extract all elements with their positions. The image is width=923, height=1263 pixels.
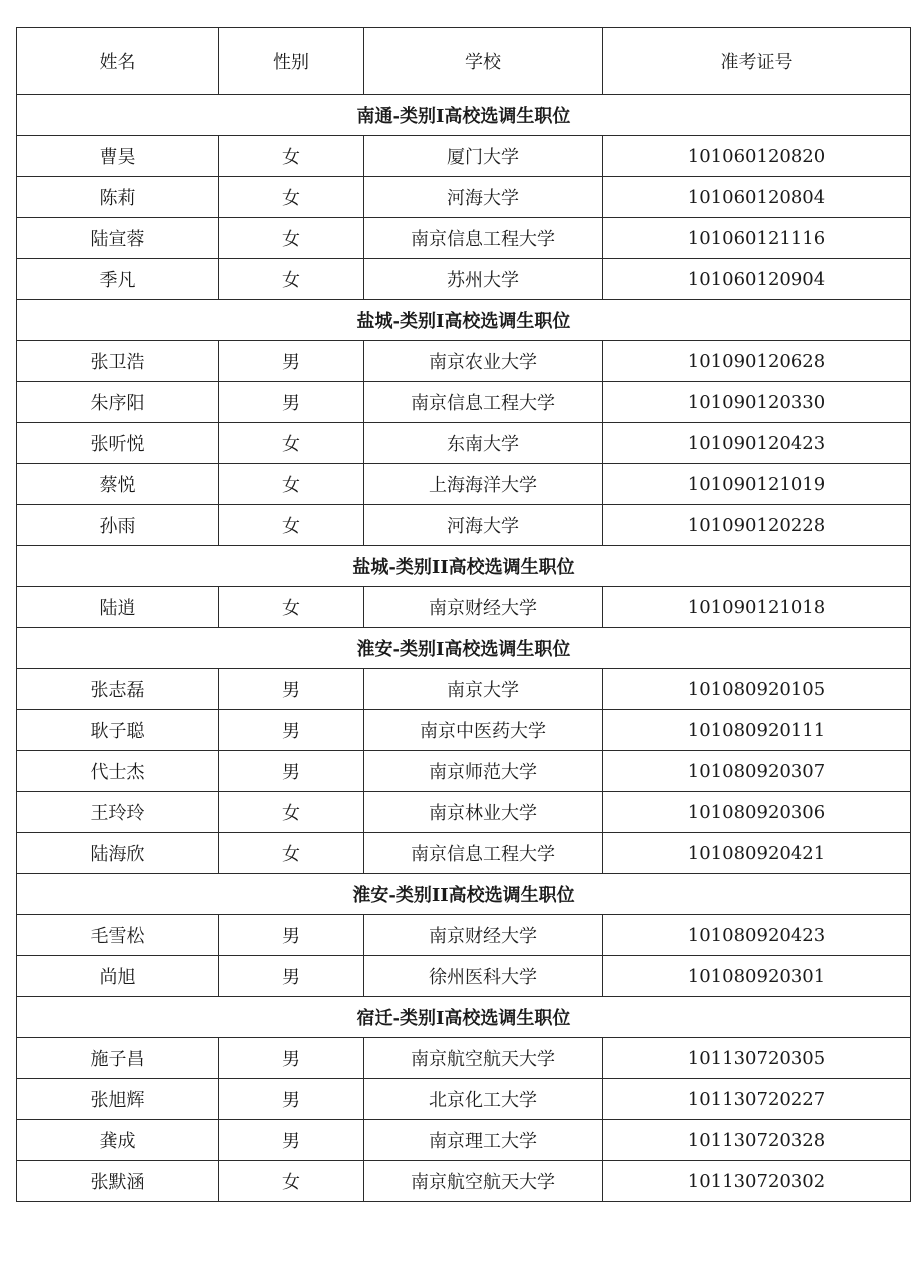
cell-gender: 男 [219,956,364,997]
cell-school: 南京师范大学 [364,751,603,792]
cell-school: 南京大学 [364,669,603,710]
cell-exam-id: 101090120628 [603,341,911,382]
table-row [17,710,911,751]
cell-name: 陈莉 [17,177,219,218]
cell-exam-id: 101130720227 [603,1079,911,1120]
table-row [17,1038,911,1079]
table-row [17,136,911,177]
cell-school: 厦门大学 [364,136,603,177]
table-row [17,1120,911,1161]
cell-exam-id: 101080920301 [603,956,911,997]
cell-gender: 女 [219,792,364,833]
cell-gender: 女 [219,587,364,628]
table-row [17,669,911,710]
header-id: 准考证号 [603,28,911,95]
cell-exam-id: 101080920105 [603,669,911,710]
cell-gender: 男 [219,710,364,751]
cell-name: 张志磊 [17,669,219,710]
cell-name: 孙雨 [17,505,219,546]
cell-school: 南京林业大学 [364,792,603,833]
cell-exam-id: 101090121018 [603,587,911,628]
cell-exam-id: 101130720302 [603,1161,911,1202]
table-row [17,915,911,956]
cell-school: 苏州大学 [364,259,603,300]
cell-exam-id: 101090120330 [603,382,911,423]
group-title: 淮安-类别I高校选调生职位 [17,628,911,669]
cell-gender: 男 [219,1079,364,1120]
cell-gender: 女 [219,505,364,546]
group-title: 淮安-类别II高校选调生职位 [17,874,911,915]
cell-gender: 男 [219,382,364,423]
cell-school: 南京信息工程大学 [364,218,603,259]
cell-gender: 男 [219,1038,364,1079]
cell-school: 南京信息工程大学 [364,833,603,874]
cell-name: 尚旭 [17,956,219,997]
cell-school: 南京航空航天大学 [364,1161,603,1202]
header-school: 学校 [364,28,603,95]
cell-gender: 男 [219,1120,364,1161]
cell-name: 张听悦 [17,423,219,464]
cell-gender: 男 [219,669,364,710]
cell-name: 陆逍 [17,587,219,628]
cell-school: 上海海洋大学 [364,464,603,505]
cell-gender: 女 [219,259,364,300]
cell-exam-id: 101080920307 [603,751,911,792]
cell-gender: 男 [219,751,364,792]
cell-exam-id: 101090121019 [603,464,911,505]
cell-exam-id: 101060120904 [603,259,911,300]
cell-exam-id: 101060120820 [603,136,911,177]
table-row [17,1079,911,1120]
table-row [17,177,911,218]
cell-school: 南京财经大学 [364,915,603,956]
cell-name: 蔡悦 [17,464,219,505]
cell-exam-id: 101090120423 [603,423,911,464]
table-row [17,423,911,464]
cell-school: 东南大学 [364,423,603,464]
cell-exam-id: 101130720328 [603,1120,911,1161]
cell-school: 徐州医科大学 [364,956,603,997]
group-header-row [17,874,911,915]
table-row [17,218,911,259]
group-header-row [17,546,911,587]
cell-school: 南京航空航天大学 [364,1038,603,1079]
cell-name: 陆宣蓉 [17,218,219,259]
cell-gender: 女 [219,218,364,259]
cell-exam-id: 101060120804 [603,177,911,218]
cell-name: 王玲玲 [17,792,219,833]
table-row [17,833,911,874]
table-row [17,792,911,833]
candidate-table [16,27,911,1202]
cell-gender: 女 [219,136,364,177]
cell-name: 陆海欣 [17,833,219,874]
table-row [17,464,911,505]
group-header-row [17,95,911,136]
cell-gender: 女 [219,833,364,874]
cell-exam-id: 101130720305 [603,1038,911,1079]
cell-school: 南京信息工程大学 [364,382,603,423]
cell-school: 南京财经大学 [364,587,603,628]
cell-name: 朱序阳 [17,382,219,423]
cell-school: 南京理工大学 [364,1120,603,1161]
cell-exam-id: 101080920111 [603,710,911,751]
group-header-row [17,300,911,341]
cell-gender: 女 [219,464,364,505]
cell-gender: 男 [219,341,364,382]
group-title: 宿迁-类别I高校选调生职位 [17,997,911,1038]
table-row [17,341,911,382]
cell-name: 龚成 [17,1120,219,1161]
table-row [17,956,911,997]
cell-exam-id: 101060121116 [603,218,911,259]
cell-name: 张默涵 [17,1161,219,1202]
cell-school: 南京农业大学 [364,341,603,382]
table-row [17,382,911,423]
header-row [17,28,911,95]
group-title: 盐城-类别I高校选调生职位 [17,300,911,341]
table-row [17,505,911,546]
cell-gender: 女 [219,1161,364,1202]
cell-name: 施子昌 [17,1038,219,1079]
cell-name: 毛雪松 [17,915,219,956]
cell-exam-id: 101080920306 [603,792,911,833]
header-name: 姓名 [17,28,219,95]
cell-name: 张旭辉 [17,1079,219,1120]
cell-name: 张卫浩 [17,341,219,382]
table-row [17,1161,911,1202]
cell-gender: 男 [219,915,364,956]
cell-name: 耿子聪 [17,710,219,751]
cell-school: 南京中医药大学 [364,710,603,751]
cell-gender: 女 [219,177,364,218]
table-row [17,259,911,300]
group-header-row [17,628,911,669]
cell-name: 曹昊 [17,136,219,177]
table-header [17,28,911,95]
header-gender: 性别 [219,28,364,95]
cell-gender: 女 [219,423,364,464]
table-body [17,95,911,1202]
cell-school: 河海大学 [364,177,603,218]
cell-name: 代士杰 [17,751,219,792]
cell-exam-id: 101080920423 [603,915,911,956]
table-row [17,751,911,792]
cell-exam-id: 101090120228 [603,505,911,546]
group-title: 南通-类别I高校选调生职位 [17,95,911,136]
cell-exam-id: 101080920421 [603,833,911,874]
group-header-row [17,997,911,1038]
table-row [17,587,911,628]
cell-school: 河海大学 [364,505,603,546]
cell-name: 季凡 [17,259,219,300]
cell-school: 北京化工大学 [364,1079,603,1120]
group-title: 盐城-类别II高校选调生职位 [17,546,911,587]
